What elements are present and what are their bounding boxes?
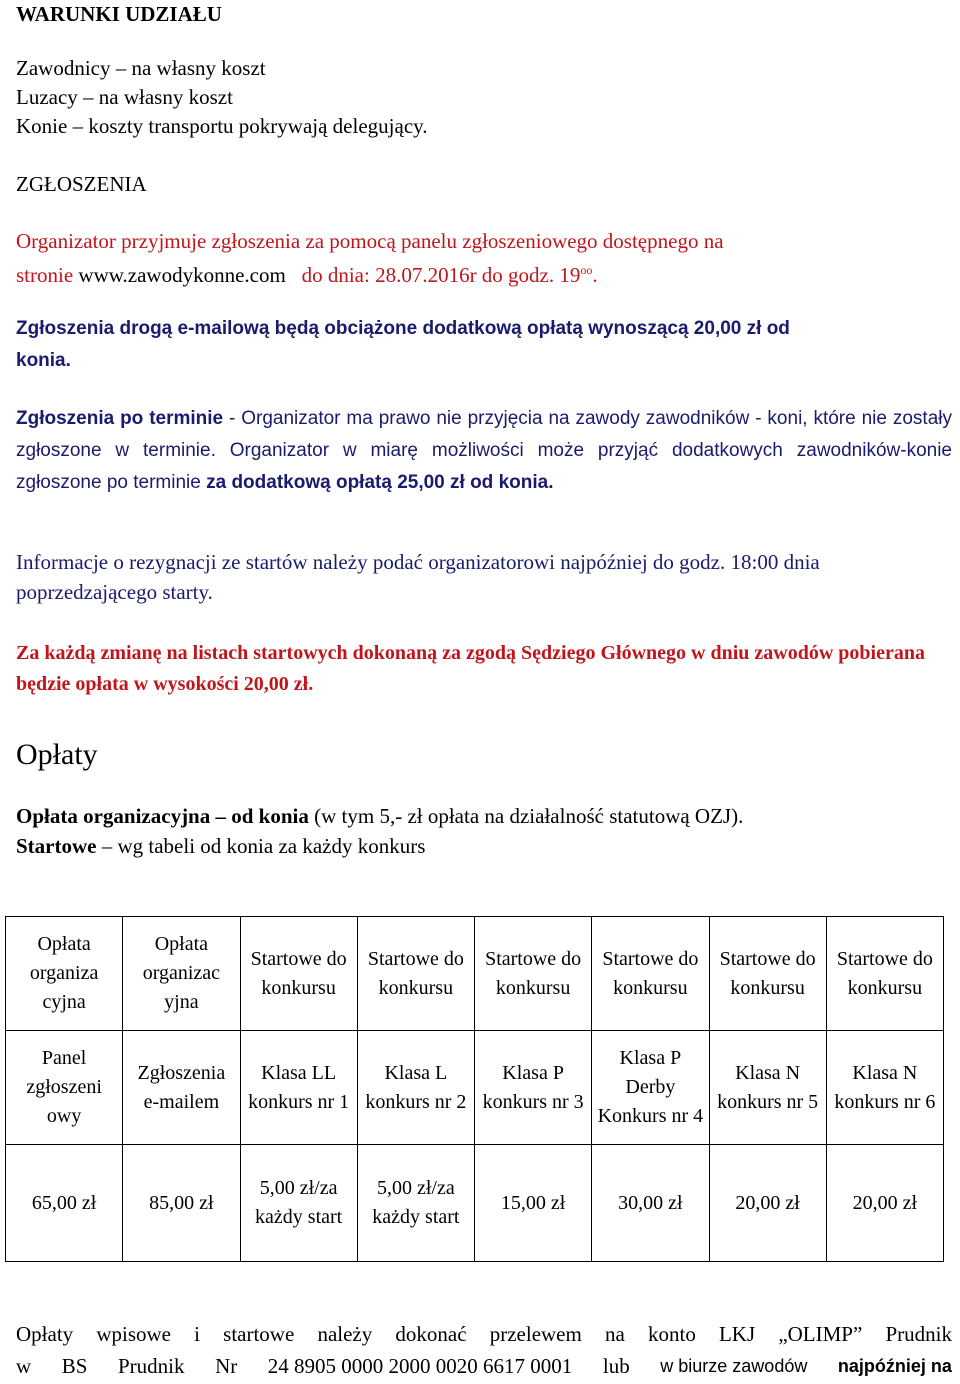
payment-word: Prudnik	[885, 1322, 952, 1346]
payment-word: Opłaty	[16, 1322, 74, 1346]
amount-cell: 5,00 zł/za każdy start	[357, 1145, 474, 1262]
warunki-line-konie: Konie – koszty transportu pokrywają delegujący.	[16, 114, 428, 138]
payment-paragraph	[16, 1318, 952, 1382]
amount-cell: 30,00 zł	[592, 1145, 709, 1262]
amount-cell: 15,00 zł	[475, 1145, 592, 1262]
type-cell: Klasa N konkurs nr 6	[826, 1031, 943, 1145]
payment-word: wpisowe	[96, 1322, 171, 1346]
withdrawal-paragraph: Informacje o rezygnacji ze startów należy podać organizatorowi najpóźniej do godz. 18:00 dnia poprzedzającego starty.	[16, 550, 820, 604]
email-fee-line-2: konia.	[16, 350, 71, 371]
payment-word: „OLIMP”	[778, 1322, 863, 1346]
oplaty-heading: Opłaty	[16, 738, 98, 771]
type-cell: Klasa LL konkurs nr 1	[240, 1031, 357, 1145]
payment-word: konto	[647, 1322, 696, 1346]
fee-table-header-row	[6, 917, 944, 1031]
payment-word: Nr	[215, 1354, 238, 1378]
organizer-stronie: stronie	[16, 263, 79, 287]
header-cell: Startowe do konkursu	[240, 917, 357, 1031]
zgloszenia-heading: ZGŁOSZENIA	[16, 172, 147, 196]
oplaty-details	[16, 801, 952, 861]
payment-word: przelewem	[489, 1322, 582, 1346]
start-fee-line	[16, 831, 952, 861]
payment-word: na	[605, 1322, 625, 1346]
warunki-section	[16, 0, 952, 29]
amount-cell: 20,00 zł	[709, 1145, 826, 1262]
late-entries-text: - Organizator ma prawo nie przyjęcia na zawody zawodników - koni, które nie zostały zgłoszone w terminie. Organizator w miarę możliwości może przyjąć dodatkowych zawodników-konie zgłoszone po terminie	[16, 408, 952, 493]
payment-word: LKJ	[718, 1322, 756, 1346]
email-fee-line-1: Zgłoszenia drogą e-mailową będą obciążone dodatkową opłatą wynoszącą 20,00 zł od	[16, 318, 790, 339]
header-cell: Startowe do konkursu	[709, 917, 826, 1031]
fee-table-amount-row	[6, 1145, 944, 1262]
fee-table-type-row	[6, 1031, 944, 1145]
payment-word: startowe	[223, 1322, 295, 1346]
late-entries-label: Zgłoszenia po terminie	[16, 408, 224, 429]
change-fee-paragraph: Za każdą zmianę na listach startowych dokonaną za zgodą Sędziego Głównego w dniu zawodów pobierana będzie opłata w wysokości 20,00 zł.	[16, 642, 925, 695]
payment-word: Prudnik	[117, 1354, 185, 1378]
amount-cell: 20,00 zł	[826, 1145, 943, 1262]
start-fee-label: Startowe	[16, 834, 97, 858]
org-fee-label: Opłata organizacyjna – od konia	[16, 804, 309, 828]
warunki-heading: WARUNKI UDZIAŁU	[16, 2, 222, 26]
account-number: 24 8905 0000 2000 0020 6617 0001	[267, 1354, 573, 1378]
payment-word: należy	[317, 1322, 373, 1346]
oplaty-section	[16, 738, 952, 772]
email-fee-paragraph	[16, 313, 952, 377]
type-cell: Klasa P konkurs nr 3	[475, 1031, 592, 1145]
deadline-text: do dnia: 28.07.2016r do godz. 19	[301, 263, 581, 287]
payment-word: i	[194, 1322, 200, 1346]
payment-line-2	[16, 1350, 952, 1382]
header-cell: Startowe do konkursu	[475, 917, 592, 1031]
late-entries-paragraph	[16, 403, 952, 499]
amount-cell: 85,00 zł	[123, 1145, 240, 1262]
payment-office-text: w biurze zawodów	[660, 1356, 808, 1376]
start-fee-text: – wg tabeli od konia za każdy konkurs	[96, 834, 426, 858]
header-cell: Startowe do konkursu	[826, 917, 943, 1031]
header-cell: Opłata organizac yjna	[123, 917, 240, 1031]
late-entries-fee: za dodatkową opłatą 25,00 zł od konia.	[206, 472, 554, 493]
header-cell: Startowe do konkursu	[357, 917, 474, 1031]
deadline-period: .	[592, 263, 598, 287]
type-cell: Panel zgłoszeni owy	[6, 1031, 123, 1145]
payment-word: dokonać	[395, 1322, 467, 1346]
website-link[interactable]: www.zawodykonne.com	[78, 263, 286, 287]
type-cell: Klasa P Derby Konkurs nr 4	[592, 1031, 709, 1145]
org-fee-line	[16, 801, 952, 831]
deadline-superscript: oo	[580, 263, 593, 277]
payment-word: lub	[602, 1354, 630, 1378]
organizer-paragraph	[16, 227, 952, 290]
type-cell: Klasa N konkurs nr 5	[709, 1031, 826, 1145]
type-cell: Zgłoszenia e-mailem	[123, 1031, 240, 1145]
amount-cell: 65,00 zł	[6, 1145, 123, 1262]
payment-line-1	[16, 1318, 952, 1350]
organizer-line-2	[16, 256, 952, 290]
header-cell: Opłata organiza cyjna	[6, 917, 123, 1031]
warunki-line-zawodnicy: Zawodnicy – na własny koszt	[16, 56, 266, 80]
type-cell: Klasa L konkurs nr 2	[357, 1031, 474, 1145]
fee-table	[5, 916, 944, 1262]
amount-cell: 5,00 zł/za każdy start	[240, 1145, 357, 1262]
org-fee-text: (w tym 5,- zł opłata na działalność statutową OZJ).	[308, 804, 744, 828]
payment-deadline-text: najpóźniej na	[837, 1356, 952, 1376]
payment-word: w	[16, 1354, 32, 1378]
payment-word: BS	[61, 1354, 88, 1378]
warunki-line-luzacy: Luzacy – na własny koszt	[16, 85, 233, 109]
warunki-list	[16, 54, 952, 141]
organizer-line-1: Organizator przyjmuje zgłoszenia za pomocą panelu zgłoszeniowego dostępnego na	[16, 229, 724, 253]
header-cell: Startowe do konkursu	[592, 917, 709, 1031]
